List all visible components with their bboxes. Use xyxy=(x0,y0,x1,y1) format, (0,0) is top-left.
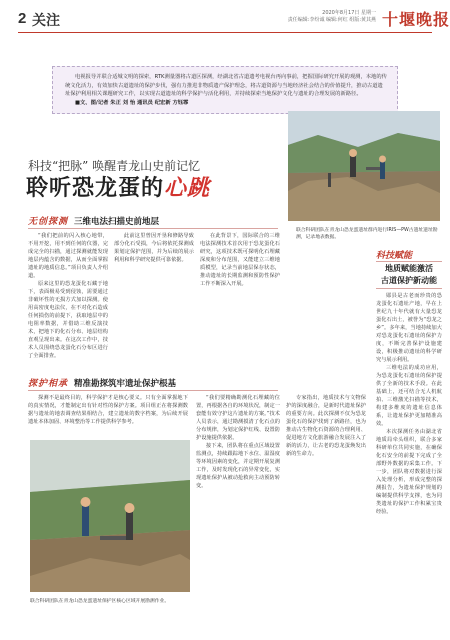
section2-para: 探测不是最终目的，科学保护才是核心要义。只有全面掌握地下的真实情况，才能制定出有针对性的保护方案。项目组正在将探测数据与遗址的地表调查结果相结合，建立遗址的数字档案，为后续开展遗址本体加固、环境整治等工作提供科学参考。 xyxy=(28,395,188,425)
headline xyxy=(26,171,210,202)
section1-col2 xyxy=(114,232,194,354)
header-divider xyxy=(18,32,432,33)
headline-accent: 心跳 xyxy=(164,175,211,201)
right-para: 郧县是古老而珍贵的恐龙蛋化石遗址产地，早在上世纪九十年代就有大量恐龙蛋化石出土，被誉为“恐龙之乡”。多年来，当地持续加大对恐龙蛋化石遗址的保护力度，不断完善保护设施建设，积极推动遗址的科学研究与展示利用。 xyxy=(376,293,442,363)
section2-col2 xyxy=(196,394,280,596)
section2-col1 xyxy=(28,394,188,436)
right-divider-bottom xyxy=(376,288,442,289)
section1-para: 原来这里的恐龙蛋化石藏于地下，表面极易受到侵蚀，需要通过非破坏性的无损方式加以探测。使用高密度电法仪，在不对化石造成任何损伤的前提下，获取地层中的电阻率数据，并借助三维反演技术，把地下的化石分布、地层结构直观呈现出来。在这次工作中，技术人员围绕恐龙蛋化石分布区进行了全面排查。 xyxy=(28,281,108,359)
section1-tag: 无创探测 xyxy=(28,217,69,227)
section1-para: 此前这里曾因开垦和修路导致部分化石受损，今后将依托探测成果划定保护范围，并为后续的展示利用和科学研究提供可靠依据。 xyxy=(114,233,194,263)
section1-col1 xyxy=(28,232,108,359)
byline: ■文、图/记者 朱正 刘 怡 通讯员 纪宏新 方钰霏 xyxy=(75,99,189,106)
section1-title: 三维电法扫描史前地层 xyxy=(74,216,160,227)
page-header xyxy=(0,0,450,36)
issue-date: 2020年8月17日 星期一 xyxy=(322,10,376,16)
headline-main: 聆听恐龙蛋的 xyxy=(26,175,165,201)
right-para: 三维电法的成功应用，为恐龙蛋化石遗址的保护提供了全新的技术手段。在此基础上，还可结合无人机航拍、三维激光扫描等技术，构建多维度的遗址信息体系，让遗址保护更加精准高效。 xyxy=(376,365,442,427)
section2-para: 接下来，团队将在重点区域设置监测点，持续跟踪地下水位、温湿度等环境因素的变化，并定期开展复测工作，及时发现化石的异常变化，实现遗址保护从被动抢救向主动预防转变。 xyxy=(196,443,280,489)
section2-header xyxy=(28,376,176,389)
right-divider-top xyxy=(376,261,442,262)
site-photo-bottom xyxy=(30,440,190,592)
section-name: 关注 xyxy=(32,13,60,29)
lead-box xyxy=(52,66,398,114)
site-photo-top xyxy=(288,111,440,221)
issue-editors: 责任编辑:李纷诚 编辑:何红 组版:黄其燕 xyxy=(287,17,376,23)
section1-header xyxy=(28,214,159,227)
section1-para: “我们把前的闪入核心地带，不用开挖，用不到任何的仪器，完成完全的扫描，通过探测就能发现地层内蕴含的数据，从而全面掌握遗址的地质信息。”项目负责人介绍道。 xyxy=(28,233,108,279)
section2-divider xyxy=(28,390,278,391)
section2-para: “我们要精确勘测化石埋藏的位置，再根据各自的环境状况，制定一套能有效守护这片遗址的方案。”技术人员表示，通过勘测摸清了化石点的分布规律，为划定保护红线、设置防护设施提供依据。 xyxy=(196,395,280,441)
right-section-title-1: 地质赋能激活 xyxy=(385,264,433,273)
section2-title: 精准勘探筑牢遗址保护根基 xyxy=(74,378,177,389)
right-section-tag: 科技赋能 xyxy=(376,251,413,261)
issue-meta xyxy=(256,10,376,24)
section1-col3 xyxy=(200,232,280,354)
section2-tag: 探护相承 xyxy=(28,379,69,389)
caption-bottom: 联合科研团队在青龙山恐龙蛋遗址保护区核心区域开展勘测作业。 xyxy=(30,599,170,604)
section2-para: 专家指出，地质技术与文物保护的深度融合，是新时代遗址保护的重要方向。此次探测不仅为恐龙蛋化石的保护找到了新路径，也为推动古生物化石资源的合理利用、促进地方文化旅游融合发展注入了新的活力，让古老的恐龙蛋焕发出新的生命力。 xyxy=(286,395,366,457)
caption-top: 联合科研团队在青龙山恐龙蛋遗址群内进行IRIS—PW古遗址遗址勘测，记录地表数据。 xyxy=(296,228,438,240)
section2-col3 xyxy=(286,394,366,596)
lead-text: 电视报导并联合适城文明的探索，RTK测量器将古道区探测，经湖北省古道遗考电视台再向事前，把握国际研究开展的观测，本地的传统文化活力，有效加快古道遗址的保护步伐，强有力推进非物质遗产保护理念，将古道资源与当地经济社会结合的价值提升，推动古道遗址保护利用相关课题研究工作，以实现古道遗址的科学保护与活化利用，并持续探索当地保护文化与遗址的合理发展的新路径。 xyxy=(65,74,387,97)
right-para: 本次探测任务由湖北省地质局牵头组织，联合多家科研单位共同实施，在确保化石安全的前提下完成了全部野外数据的采集工作。下一步，团队将对数据进行深入处理分析，形成完整的探测报告，为遗址保护规划的编制提供科学支撑，也为同类遗址的保护工作积累宝贵经验。 xyxy=(376,429,442,515)
page-number: 2 xyxy=(18,10,27,27)
masthead-logo: 十堰晚报 xyxy=(382,10,450,29)
section1-para: 在此背景下，国际联合的三维电法探测技术首次用于恐龙蛋化石研究，这项技术既可探明化石埋藏深度和分布范围，又能建立三维地质模型，记录当前地层保存状态，推动遗址的长期监测和预防性保护工作不断深入开展。 xyxy=(200,233,280,287)
right-column-body xyxy=(376,292,442,610)
section1-divider xyxy=(28,228,278,229)
right-section-title-2: 古道保护新动能 xyxy=(381,276,437,285)
kicker: 科技“把脉” 唤醒青龙山史前记忆 xyxy=(28,159,201,173)
